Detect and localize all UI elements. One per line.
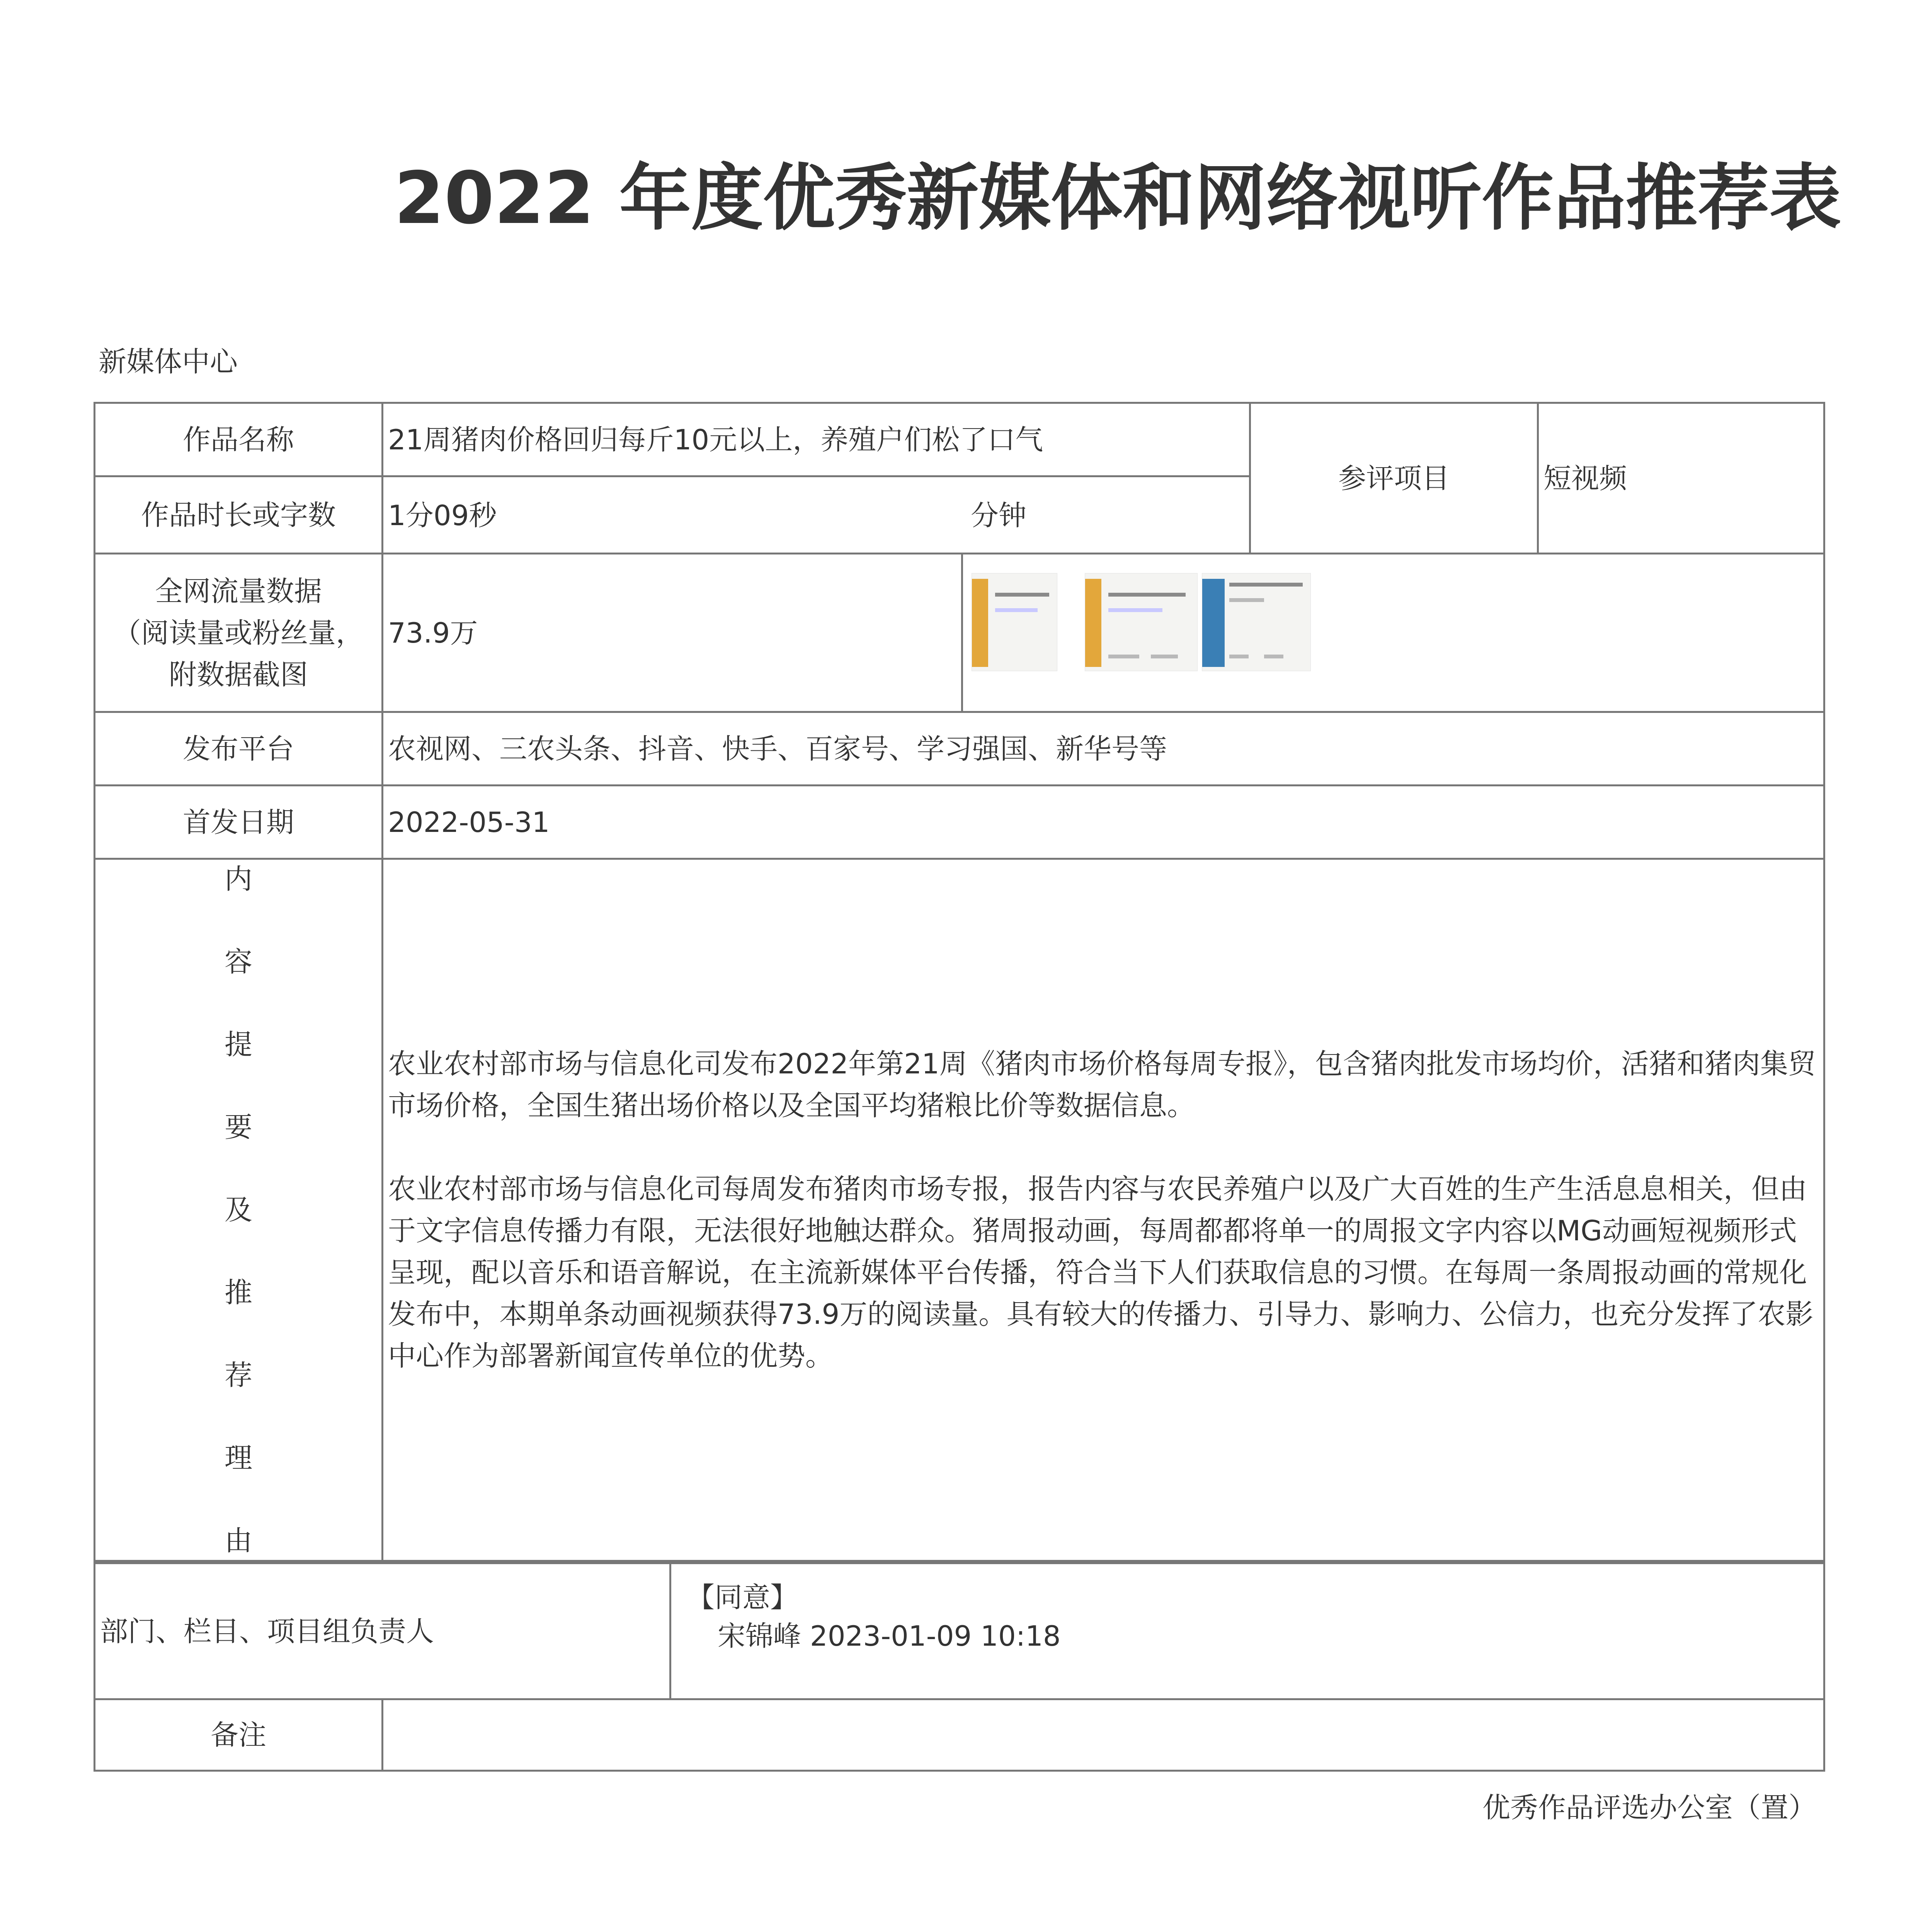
- row-supervisor: [95, 1562, 1824, 1699]
- traffic-label-line: （阅读量或粉丝量，: [113, 616, 364, 649]
- row-platform: [95, 712, 1824, 786]
- duration-value: 1分09秒: [388, 499, 497, 532]
- date-label: 首发日期: [95, 786, 383, 859]
- supervisor-opinion: 【同意】: [687, 1581, 798, 1614]
- remarks-value: [383, 1699, 1824, 1771]
- work-name-value: 21周猪肉价格回归每斤10元以上，养殖户们松了口气: [383, 403, 1250, 476]
- traffic-label-line: 全网流量数据: [155, 575, 322, 607]
- traffic-screenshots-cell: [962, 554, 1824, 712]
- abstract-label: 内 容 提 要 及 推 荐 理 由: [95, 859, 383, 1562]
- department-name: 新媒体中心: [99, 345, 238, 378]
- traffic-label: [95, 554, 383, 712]
- recommendation-form-table: [94, 402, 1825, 1772]
- platform-value: 农视网、三农头条、抖音、快手、百家号、学习强国、新华号等: [383, 712, 1824, 786]
- category-label: 参评项目: [1250, 403, 1538, 554]
- row-first-release-date: [95, 786, 1824, 859]
- remarks-label: 备注: [95, 1699, 383, 1771]
- row-work-name: [95, 403, 1824, 476]
- abstract-paragraph: 农业农村部市场与信息化司每周发布猪肉市场专报，报告内容与农民养殖户以及广大百姓的生产生活息息相关，但由于文字信息传播力有限，无法很好地触达群众。猪周报动画，每周都都将单一的周报文字内容以MG动画短视频形式呈现，配以音乐和语音解说，在主流新媒体平台传播，符合当下人们获取信息的习惯。在每周一条周报动画的常规化发布中，本期单条动画视频获得73.9万的阅读量。具有较大的传播力、引导力、影响力、公信力，也充分发挥了农影中心作为部署新闻宣传单位的优势。: [388, 1173, 1814, 1372]
- abstract-content: [383, 859, 1824, 1562]
- duration-unit: 分钟: [971, 499, 1027, 532]
- date-value: 2022-05-31: [383, 786, 1824, 859]
- supervisor-label: 部门、栏目、项目组负责人: [95, 1562, 670, 1699]
- row-traffic: [95, 554, 1824, 712]
- platform-label: 发布平台: [95, 712, 383, 786]
- duration-cell: [383, 476, 1250, 554]
- traffic-value: 73.9万: [383, 554, 962, 712]
- phone-screenshot-icon: [1085, 573, 1198, 671]
- row-remarks: [95, 1699, 1824, 1771]
- selection-office-note: 优秀作品评选办公室（置）: [1482, 1791, 1816, 1824]
- row-abstract: [95, 859, 1824, 1562]
- traffic-label-line: 附数据截图: [168, 658, 308, 691]
- page-title: 2022 年度优秀新媒体和网络视听作品推荐表: [394, 156, 1841, 240]
- work-name-label: 作品名称: [95, 403, 383, 476]
- duration-label: 作品时长或字数: [95, 476, 383, 554]
- abstract-paragraph: 农业农村部市场与信息化司发布2022年第21周《猪肉市场价格每周专报》，包含猪肉批发市场均价，活猪和猪肉集贸市场价格，全国生猪出场价格以及全国平均猪粮比价等数据信息。: [388, 1048, 1816, 1122]
- phone-screenshot-icon: [972, 573, 1057, 671]
- phone-screenshot-icon: [1202, 573, 1311, 671]
- supervisor-signature: 宋锦峰 2023-01-09 10:18: [718, 1620, 1061, 1652]
- supervisor-opinion-cell: [670, 1562, 1824, 1699]
- category-value: 短视频: [1538, 403, 1824, 554]
